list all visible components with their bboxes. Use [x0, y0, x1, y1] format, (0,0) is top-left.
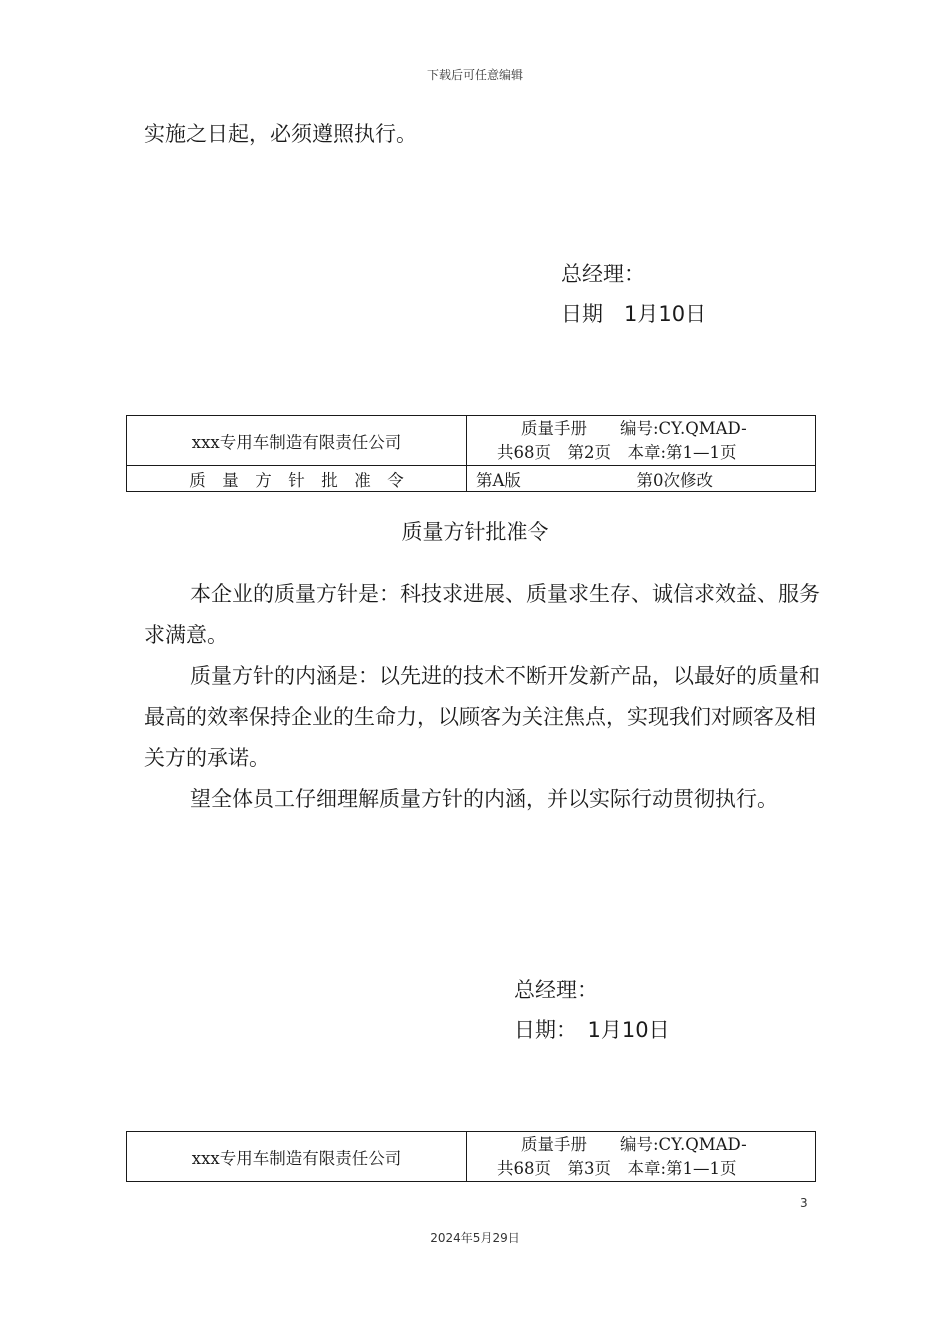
page-info: 共68页 第2页 本章:第1—1页	[497, 442, 737, 462]
manual-info-cell	[467, 416, 816, 466]
policy-paragraph-2: 质量方针的内涵是：以先进的技术不断开发新产品，以最好的质量和最高的效率保持企业的生命力，以顾客为关注焦点，实现我们对顾客及相关方的承诺。	[144, 664, 820, 770]
edition: 第A版	[476, 470, 521, 490]
edition-cell	[467, 466, 816, 492]
manual-info-cell-2	[467, 1132, 816, 1182]
policy-title: 质量方针批准令	[401, 520, 549, 544]
document-header-table	[126, 415, 816, 492]
footer-date: 2024年5月29日	[430, 1231, 520, 1245]
manager-signature-label-2: 总经理：	[514, 978, 598, 1002]
document-header-table-2	[126, 1131, 816, 1182]
page-info-2: 共68页 第3页 本章:第1—1页	[497, 1158, 737, 1178]
signature-date: 日期 1月10日	[561, 302, 707, 326]
policy-paragraph-3: 望全体员工仔细理解质量方针的内涵，并以实际行动贯彻执行。	[190, 787, 778, 811]
section-title: 质 量 方 针 批 准 令	[127, 466, 467, 492]
revision: 第0次修改	[636, 470, 713, 490]
page-number: 3	[800, 1196, 808, 1210]
policy-paragraph-1: 本企业的质量方针是：科技求进展、质量求生存、诚信求效益、服务求满意。	[144, 582, 820, 647]
manager-signature-label: 总经理：	[561, 262, 645, 286]
signature-date-2: 日期： 1月10日	[514, 1018, 670, 1042]
previous-page-tail-text: 实施之日起，必须遵照执行。	[144, 122, 417, 146]
company-name: xxx专用车制造有限责任公司	[127, 416, 467, 466]
manual-code-2: 质量手册 编号:CY.QMAD-	[521, 1134, 747, 1154]
company-name-2: xxx专用车制造有限责任公司	[127, 1132, 467, 1182]
manual-code: 质量手册 编号:CY.QMAD-	[521, 418, 747, 438]
header-note: 下载后可任意编辑	[426, 68, 523, 82]
